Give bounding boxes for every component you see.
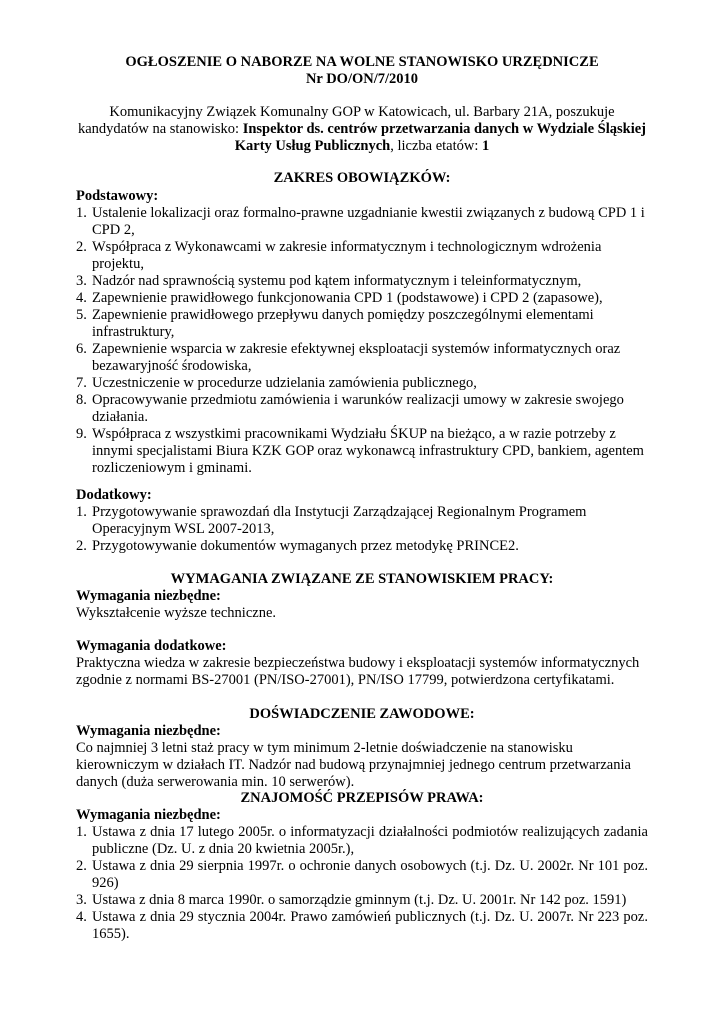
list-item: 1. Ustawa z dnia 17 lutego 2005r. o informatyzacji działalności podmiotów realizujących zadania publiczne (Dz. U. z dnia 20 kwietnia 2005r.), [76,824,648,857]
experience-section [76,706,648,791]
document-title [76,54,648,88]
intro-count-label: , liczba etatów: [390,138,483,154]
intro-text: Komunikacyjny Związek Komunalny GOP w Katowicach, ul. Barbary 21A, poszukuje kandydatów na stanowisko: [77,104,615,137]
requirements-title: WYMAGANIA ZWIĄZANE ZE STANOWISKIEM PRACY: [170,571,554,587]
list-item: 8. Opracowywanie przedmiotu zamówienia i warunków realizacji umowy w zakresie swojego działania. [76,392,624,425]
law-section [76,790,648,943]
list-item: 2. Przygotowywanie dokumentów wymaganych przez metodykę PRINCE2. [76,538,519,554]
list-item: 2. Ustawa z dnia 29 sierpnia 1997r. o ochronie danych osobowych (t.j. Dz. U. 2002r. Nr 101 poz. 926) [76,858,648,891]
list-item: 6. Zapewnienie wsparcia w zakresie efektywnej eksploatacji systemów informatycznych oraz bezawaryjność środowiska, [76,341,621,374]
intro-paragraph [76,104,648,155]
duties-section [76,170,648,477]
list-item: 1. Ustalenie lokalizacji oraz formalno-prawne uzgadnianie kwestii związanych z budową CPD 1 i CPD 2, [76,205,645,238]
requirements-additional-text: Praktyczna wiedza w zakresie bezpieczeństwa budowy i eksploatacji systemów informatycznych zgodnie z normami BS-27001 (PN/ISO-27001), PN/ISO 17799, potwierdzona certyfikatami. [76,655,640,688]
experience-title: DOŚWIADCZENIE ZAWODOWE: [249,706,475,722]
list-item: 3. Nadzór nad sprawnością systemu pod kątem informatycznym i teleinformatycznym, [76,273,582,289]
requirements-additional-section [76,638,648,689]
duties-additional-list [76,504,648,555]
list-item: 3. Ustawa z dnia 8 marca 1990r. o samorządzie gminnym (t.j. Dz. U. 2001r. Nr 142 poz. 1591) [76,892,627,908]
requirements-additional-label: Wymagania dodatkowe: [76,638,227,654]
requirements-section [76,571,648,622]
requirements-required-text: Wykształcenie wyższe techniczne. [76,605,277,621]
position-name: Inspektor ds. centrów przetwarzania danych w Wydziale Śląskiej Karty Usług Publicznych [234,121,647,154]
title-line-1: OGŁOSZENIE O NABORZE NA WOLNE STANOWISKO URZĘDNICZE [125,54,599,70]
list-item: 1. Przygotowywanie sprawozdań dla Instytucji Zarządzającej Regionalnym Programem Operacyjnym WSL 2007-2013, [76,504,587,537]
requirements-required-label: Wymagania niezbędne: [76,588,221,604]
experience-required-label: Wymagania niezbędne: [76,723,221,739]
law-list [76,824,648,943]
list-item: 7. Uczestniczenie w procedurze udzielania zamówienia publicznego, [76,375,477,391]
list-item: 4. Zapewnienie prawidłowego funkcjonowania CPD 1 (podstawowe) i CPD 2 (zapasowe), [76,290,603,306]
law-required-label: Wymagania niezbędne: [76,807,221,823]
duties-additional-label: Dodatkowy: [76,487,152,503]
title-line-2: Nr DO/ON/7/2010 [305,71,419,87]
experience-required-text: Co najmniej 3 letni staż pracy w tym minimum 2-letnie doświadczenie na stanowisku kierowniczym w działach IT. Nadzór nad budową przynajmniej jednego centrum przetwarzania danych (duża serwerowania min. 10 serwerów). [76,740,631,790]
list-item: 4. Ustawa z dnia 29 stycznia 2004r. Prawo zamówień publicznych (t.j. Dz. U. 2007r. Nr 223 poz. 1655). [76,909,648,942]
duties-primary-list [76,205,648,477]
duties-primary-label: Podstawowy: [76,188,159,204]
list-item: 9. Współpraca z wszystkimi pracownikami Wydziału ŚKUP na bieżąco, a w razie potrzeby z innymi specjalistami Biura KZK GOP oraz wykonawcą infrastruktury CPD, bankiem, agentem rozliczeniowym i gminami. [76,426,644,476]
duties-title: ZAKRES OBOWIĄZKÓW: [273,170,451,186]
list-item: 5. Zapewnienie prawidłowego przepływu danych pomiędzy poszczególnymi elementami infrastruktury, [76,307,594,340]
position-count: 1 [482,138,490,154]
list-item: 2. Współpraca z Wykonawcami w zakresie informatycznym i technologicznym wdrożenia projektu, [76,239,602,272]
law-title: ZNAJOMOŚĆ PRZEPISÓW PRAWA: [240,790,484,806]
duties-additional-section [76,487,648,555]
